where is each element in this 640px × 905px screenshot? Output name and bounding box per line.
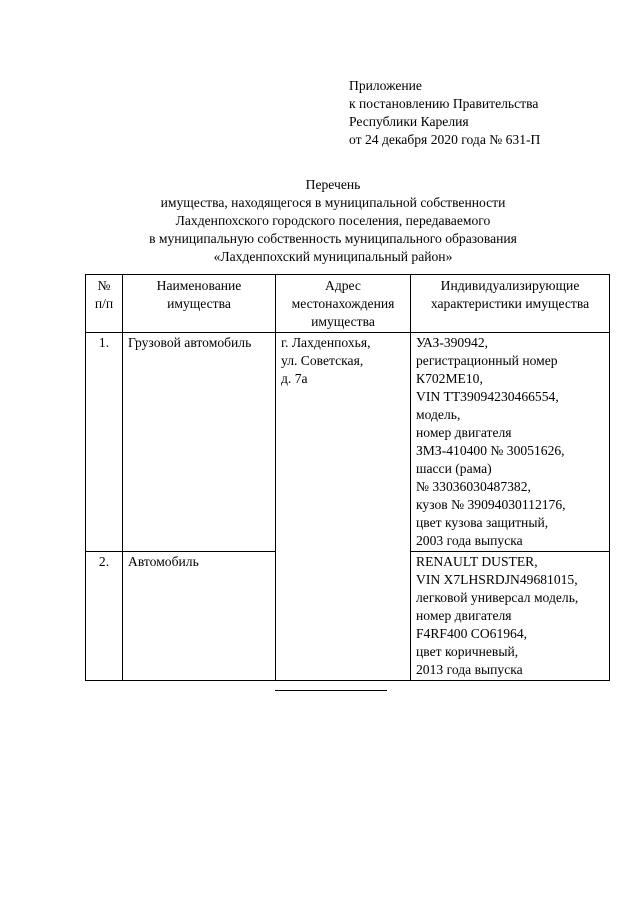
spec-line: ЗМЗ-410400 № 30051626,	[416, 443, 565, 458]
header-address	[276, 275, 411, 333]
header-address-line: Адрес	[325, 278, 361, 293]
appendix-line: к постановлению Правительства	[349, 96, 539, 111]
appendix-line: от 24 декабря 2020 года № 631-П	[349, 132, 541, 147]
spec-line: номер двигателя	[416, 608, 512, 623]
row-specs	[411, 333, 610, 552]
address-line: д. 7а	[281, 371, 308, 386]
header-address-line: местонахождения	[291, 296, 395, 311]
appendix-header	[349, 77, 629, 149]
header-num-line: п/п	[94, 296, 114, 311]
address-line: г. Лахденпохья,	[281, 335, 371, 350]
row-name: Автомобиль	[123, 552, 276, 681]
row-name: Грузовой автомобиль	[123, 333, 276, 552]
closing-divider	[275, 690, 387, 691]
appendix-line: Республики Карелия	[349, 114, 469, 129]
spec-line: регистрационный номер	[416, 353, 558, 368]
title-line: Лахденпохского городского поселения, передаваемого	[175, 213, 491, 228]
spec-line: цвет коричневый,	[416, 644, 519, 659]
spec-line: VIN X7LHSRDJN49681015,	[416, 572, 578, 587]
row-num: 2.	[86, 552, 123, 681]
header-specs	[411, 275, 610, 333]
header-num	[86, 275, 123, 333]
row-specs	[411, 552, 610, 681]
row-address	[276, 333, 411, 681]
spec-line: VIN ТТ39094230466554,	[416, 389, 559, 404]
spec-line: 2013 года выпуска	[416, 662, 523, 677]
table-header-row	[86, 275, 610, 333]
spec-line: RENAULT DUSTER,	[416, 554, 538, 569]
title-line: имущества, находящегося в муниципальной собственности	[160, 195, 506, 210]
address-line: ул. Советская,	[281, 353, 364, 368]
title-line: Перечень	[305, 177, 361, 192]
spec-line: модель,	[416, 407, 461, 422]
title-line: «Лахденпохский муниципальный район»	[213, 249, 453, 264]
header-specs-line: Индивидуализирующие	[440, 278, 580, 293]
table-row	[86, 333, 610, 552]
document-title	[60, 176, 606, 266]
spec-line: № 33036030487382,	[416, 479, 531, 494]
header-name	[123, 275, 276, 333]
title-line: в муниципальную собственность муниципального образования	[149, 231, 517, 246]
spec-line: кузов № 39094030112176,	[416, 497, 566, 512]
row-num: 1.	[86, 333, 123, 552]
spec-line: F4RF400 CO61964,	[416, 626, 528, 641]
header-name-line: Наименование	[156, 278, 242, 293]
appendix-line: Приложение	[349, 78, 422, 93]
spec-line: 2003 года выпуска	[416, 533, 523, 548]
header-specs-line: характеристики имущества	[430, 296, 590, 311]
header-name-line: имущества	[167, 296, 231, 311]
spec-line: УАЗ-390942,	[416, 335, 489, 350]
header-address-line: имущества	[311, 314, 375, 329]
header-num-line: №	[97, 278, 111, 293]
spec-line: номер двигателя	[416, 425, 512, 440]
spec-line: К702МЕ10,	[416, 371, 483, 386]
spec-line: цвет кузова защитный,	[416, 515, 549, 530]
property-table	[85, 274, 610, 681]
spec-line: легковой универсал модель,	[416, 590, 579, 605]
spec-line: шасси (рама)	[416, 461, 492, 476]
